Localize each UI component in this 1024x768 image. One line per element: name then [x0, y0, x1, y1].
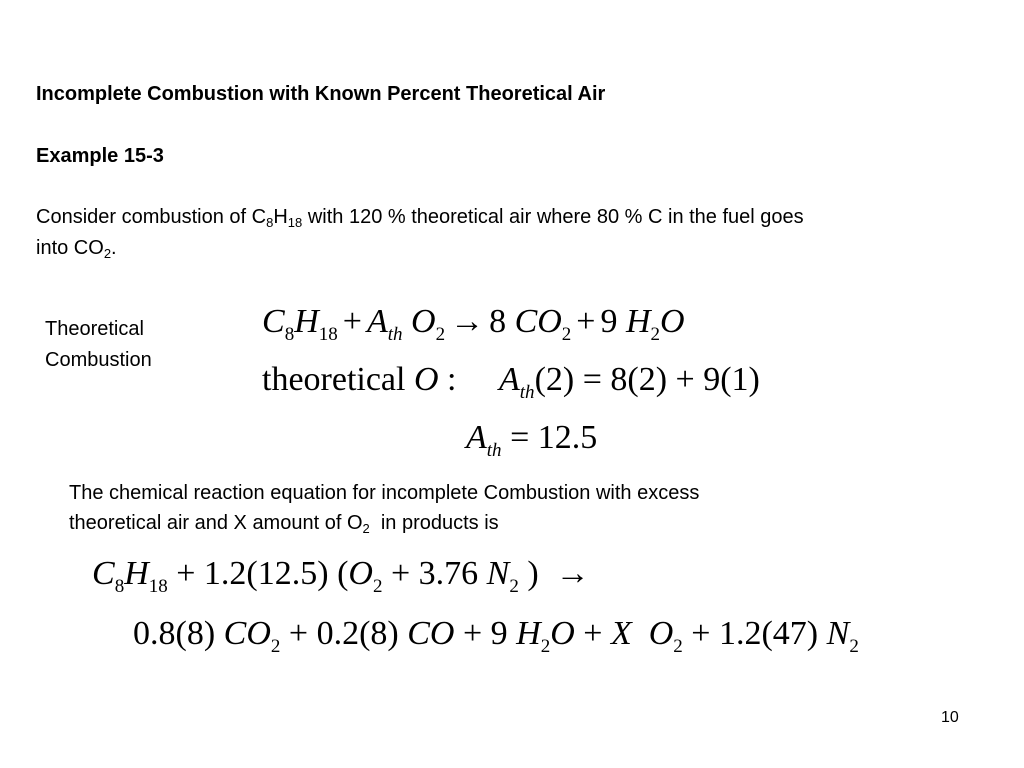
theoretical-combustion-equation — [262, 303, 685, 345]
math-symbol: O — [648, 615, 674, 652]
math-symbol: A — [499, 361, 520, 398]
math-operator: + — [583, 615, 603, 652]
math-coefficient: + 1.2(47) — [691, 615, 819, 652]
math-operator: : — [447, 361, 457, 398]
math-symbol: H — [516, 615, 541, 652]
theoretical-combustion-label — [45, 314, 152, 376]
label-line: Theoretical — [45, 318, 144, 340]
math-subscript: 2 — [673, 636, 683, 657]
math-operator: + — [576, 303, 596, 340]
math-symbol: O — [348, 555, 373, 592]
math-subscript: th — [519, 382, 535, 403]
math-expression: = 12.5 — [510, 419, 598, 456]
page-number: 10 — [941, 709, 959, 726]
intro-text: H — [273, 206, 288, 228]
math-subscript: 2 — [509, 576, 519, 597]
math-subscript: 8 — [114, 576, 125, 597]
example-label: Example 15-3 — [36, 145, 164, 167]
math-coefficient: 8 — [489, 303, 507, 340]
math-subscript: 8 — [284, 324, 295, 345]
math-word: theoretical — [262, 361, 406, 398]
intro-paragraph — [36, 202, 804, 264]
math-symbol: H — [625, 303, 651, 340]
label-line: Combustion — [45, 349, 152, 371]
math-symbol: N — [486, 555, 510, 592]
math-subscript: 18 — [148, 576, 168, 597]
math-expression: (2) = 8(2) + 9(1) — [534, 361, 760, 398]
math-coefficient: + 9 — [462, 615, 508, 652]
incomplete-combustion-description — [69, 478, 699, 538]
intro-subscript: 8 — [266, 215, 274, 230]
intro-text: . — [111, 237, 117, 259]
reaction-arrow: → — [450, 303, 485, 340]
reaction-arrow: ) → — [527, 555, 590, 592]
math-subscript: th — [486, 440, 502, 461]
math-subscript: 2 — [849, 636, 859, 657]
ath-result-equation — [466, 419, 598, 461]
math-expression: + 3.76 — [390, 555, 479, 592]
description-line: theoretical air and X amount of O — [69, 512, 363, 534]
math-symbol: CO — [223, 615, 271, 652]
math-subscript: 2 — [540, 636, 551, 657]
math-symbol: O — [413, 361, 439, 398]
math-subscript: 2 — [561, 324, 572, 345]
oxygen-balance-equation — [262, 361, 760, 403]
math-symbol: N — [826, 615, 850, 652]
math-symbol: CO — [407, 615, 455, 652]
math-symbol: C — [262, 303, 285, 340]
math-subscript: 2 — [372, 576, 383, 597]
math-symbol: X — [610, 615, 632, 652]
intro-text: Consider combustion of C — [36, 206, 267, 228]
math-operator: + — [342, 303, 362, 340]
math-symbol: C — [92, 555, 115, 592]
incomplete-reaction-products — [133, 615, 859, 657]
math-symbol: A — [366, 303, 388, 340]
incomplete-reaction-reactants — [92, 555, 590, 597]
math-symbol: A — [466, 419, 487, 456]
math-coefficient: 0.8(8) — [133, 615, 216, 652]
math-subscript: 2 — [270, 636, 281, 657]
description-subscript: 2 — [362, 521, 370, 536]
description-line: The chemical reaction equation for incomplete Combustion with excess — [69, 482, 700, 504]
intro-text: with 120 % theoretical air where 80 % C in the fuel goes — [302, 206, 804, 228]
math-subscript: 2 — [650, 324, 661, 345]
intro-text: into CO — [36, 237, 104, 259]
math-symbol: CO — [514, 303, 562, 340]
description-line: in products is — [369, 512, 499, 534]
math-expression: + 1.2(12.5) ( — [176, 555, 349, 592]
slide-title: Incomplete Combustion with Known Percent Theoretical Air — [36, 83, 606, 105]
math-coefficient: 9 — [600, 303, 618, 340]
math-symbol: O — [660, 303, 685, 340]
math-subscript: th — [387, 324, 403, 345]
math-symbol: H — [294, 303, 319, 340]
math-subscript: 2 — [435, 324, 446, 345]
math-coefficient: + 0.2(8) — [288, 615, 399, 652]
intro-subscript: 18 — [287, 215, 303, 230]
math-symbol: O — [550, 615, 575, 652]
math-subscript: 18 — [318, 324, 338, 345]
intro-subscript: 2 — [103, 246, 112, 261]
math-symbol: O — [411, 303, 436, 340]
math-symbol: H — [124, 555, 149, 592]
